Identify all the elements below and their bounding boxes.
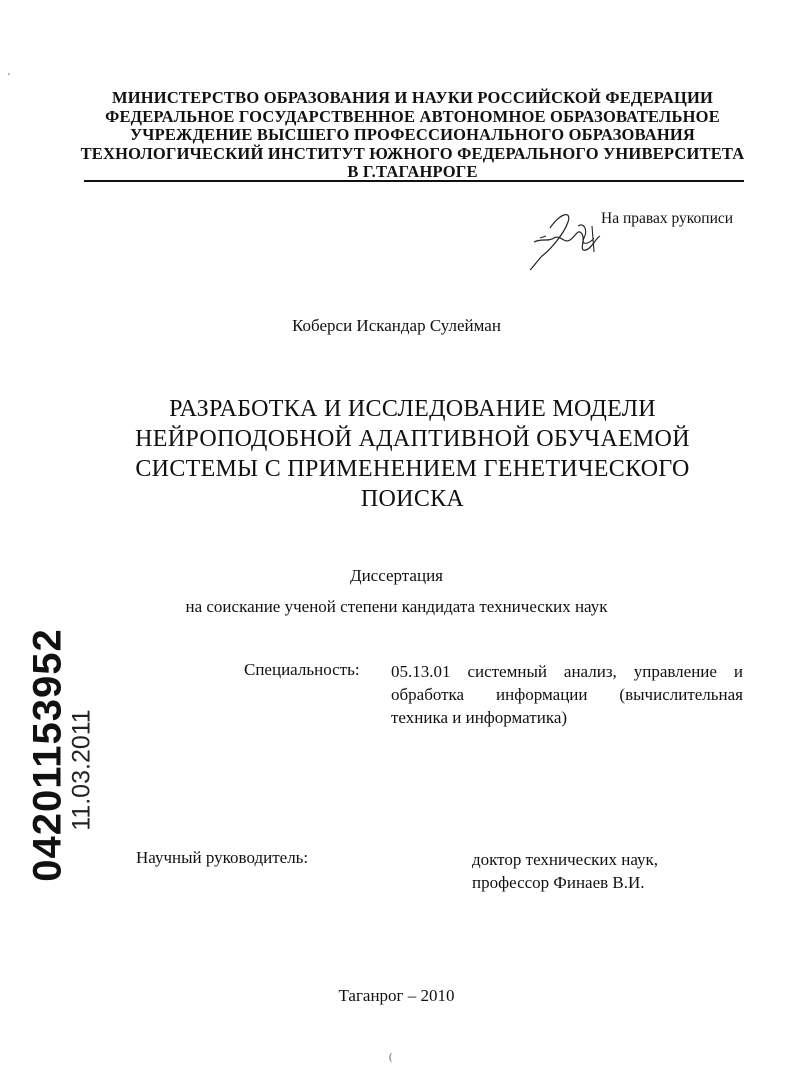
institution-line: ТЕХНОЛОГИЧЕСКИЙ ИНСТИТУТ ЮЖНОГО ФЕДЕРАЛЬНОГО УНИВЕРСИТЕТА [80,143,745,163]
advisor-details [472,848,658,894]
institution-line: УЧРЕЖДЕНИЕ ВЫСШЕГО ПРОФЕССИОНАЛЬНОГО ОБРАЗОВАНИЯ [129,125,696,144]
specialty-line: 05.13.01 системный анализ, управление и [391,662,743,681]
specialty-label: Специальность: [244,660,360,679]
dissertation-purpose: на соискание ученой степени кандидата технических наук [185,597,608,616]
advisor-label: Научный руководитель: [136,848,309,867]
institution-header [60,89,765,182]
header-divider [84,180,744,182]
library-stamp-number: 04201153952 [25,628,70,882]
title-line: ПОИСКА [360,486,465,512]
place-year: Таганрог – 2010 [338,986,455,1005]
advisor-line: профессор Финаев В.И. [472,873,645,892]
scan-mark-top: ' [8,72,10,83]
dissertation-title [80,394,745,514]
specialty-line: обработка информации (вычислительная [391,685,743,704]
specialty-description [391,660,743,729]
institution-line: В Г.ТАГАНРОГЕ [347,162,478,181]
specialty-line: техника и информатика) [391,708,568,727]
title-line: СИСТЕМЫ С ПРИМЕНЕНИЕМ ГЕНЕТИЧЕСКОГО [135,456,690,482]
title-line: РАЗРАБОТКА И ИССЛЕДОВАНИЕ МОДЕЛИ [169,396,656,422]
title-line: НЕЙРОПОДОБНОЙ АДАПТИВНОЙ ОБУЧАЕМОЙ [135,426,690,452]
institution-line: ФЕДЕРАЛЬНОЕ ГОСУДАРСТВЕННОЕ АВТОНОМНОЕ ОБРАЗОВАТЕЛЬНОЕ [105,106,720,126]
library-stamp-date: 11.03.2011 [67,709,96,831]
manuscript-note: На правах рукописи [601,210,734,227]
scan-mark-bottom: ( [389,1052,393,1063]
institution-line: МИНИСТЕРСТВО ОБРАЗОВАНИЯ И НАУКИ РОССИЙСКОЙ ФЕДЕРАЦИИ [111,88,714,107]
author-name: Коберси Искандар Сулейман [292,316,501,335]
advisor-line: доктор технических наук, [472,850,659,869]
dissertation-type: Диссертация [349,566,443,585]
